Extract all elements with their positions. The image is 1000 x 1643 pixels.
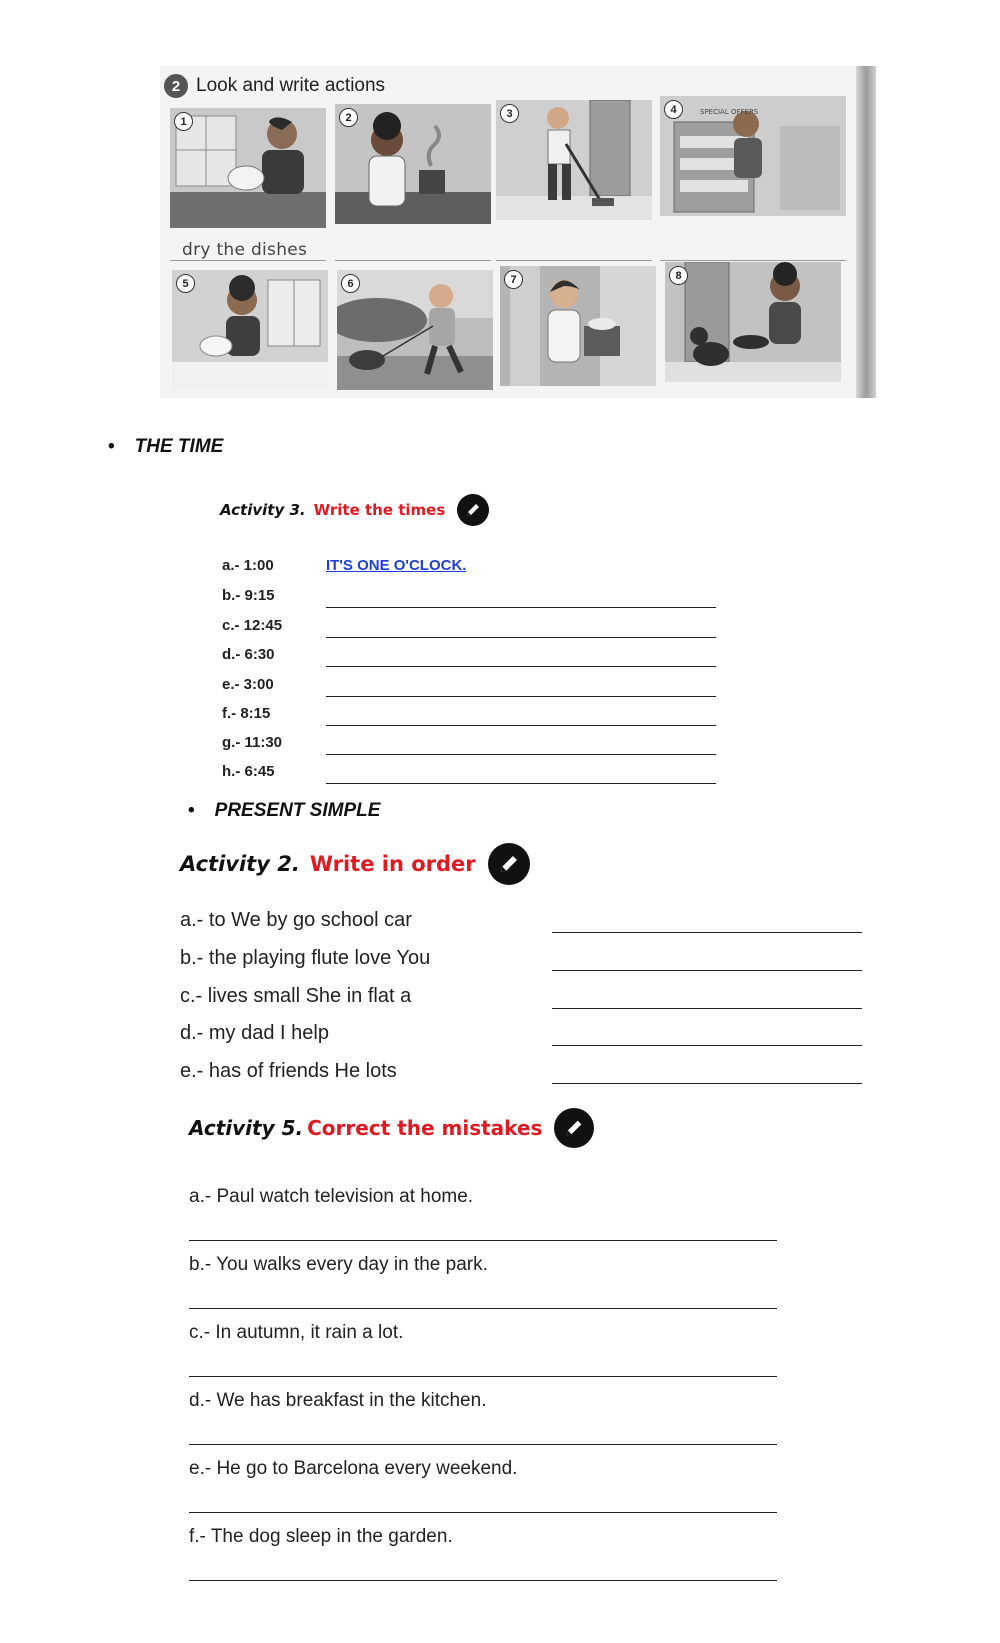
picture-exercise — [160, 66, 876, 398]
picture-panel-7 — [500, 266, 656, 386]
time-question: g.- 11:30 — [222, 734, 283, 751]
incorrect-sentence: b.- You walks every day in the park. — [189, 1254, 488, 1275]
answer-line[interactable] — [552, 970, 862, 971]
activity-title: Write the times — [313, 501, 446, 519]
exercise-heading — [164, 74, 385, 98]
girl-cooking-illustration — [335, 104, 491, 224]
boy-making-bed-illustration — [172, 270, 328, 390]
incorrect-sentence: a.- Paul watch television at home. — [189, 1186, 474, 1207]
answer-line[interactable] — [552, 1045, 862, 1046]
answer-line-4 — [660, 260, 846, 261]
answer-line[interactable] — [189, 1444, 777, 1445]
activity-2-heading — [180, 843, 530, 885]
exercise-title: Look and write actions — [196, 75, 386, 96]
answer-line[interactable] — [326, 783, 716, 784]
panel-number: 2 — [339, 108, 358, 127]
panel-number: 7 — [504, 270, 523, 289]
picture-panel-3 — [496, 100, 652, 220]
panel-number: 5 — [176, 274, 195, 293]
scrambled-sentence: b.- the playing flute love You — [180, 947, 431, 969]
sample-answer: dry the dishes — [182, 240, 308, 260]
scrambled-sentence: c.- lives small She in flat a — [180, 985, 412, 1007]
incorrect-sentence: c.- In autumn, it rain a lot. — [189, 1322, 404, 1343]
scrambled-sentence: d.- my dad I help — [180, 1022, 329, 1044]
answer-line[interactable] — [552, 1083, 862, 1084]
answer-line[interactable] — [552, 1008, 862, 1009]
girl-washing-up-illustration — [500, 266, 656, 386]
answer-line[interactable] — [326, 637, 716, 638]
time-question: e.- 3:00 — [222, 676, 274, 693]
answer-line[interactable] — [326, 725, 716, 726]
incorrect-sentence: e.- He go to Barcelona every weekend. — [189, 1458, 518, 1479]
time-item — [222, 734, 722, 760]
panel-number: 8 — [669, 266, 688, 285]
pencil-icon — [457, 494, 489, 526]
panel-number: 1 — [174, 112, 193, 131]
answer-line[interactable] — [326, 607, 716, 608]
picture-panel-8 — [665, 262, 841, 382]
shop-sign-text: SPECIAL OFFERS — [700, 108, 759, 116]
time-question: d.- 6:30 — [222, 646, 275, 663]
answer-line-3 — [496, 260, 652, 261]
picture-panel-4 — [660, 96, 846, 216]
activity-label: Activity 3. — [220, 501, 306, 519]
answer-line[interactable] — [189, 1512, 777, 1513]
answer-line[interactable] — [189, 1308, 777, 1309]
pencil-icon — [488, 843, 530, 885]
pencil-icon — [554, 1108, 594, 1148]
picture-panel-6 — [337, 270, 493, 390]
scrambled-sentence: a.- to We by go school car — [180, 909, 412, 931]
answer-line[interactable] — [326, 696, 716, 697]
answer-line[interactable] — [326, 754, 716, 755]
answer-line[interactable] — [326, 666, 716, 667]
boy-drying-dishes-illustration — [170, 108, 326, 228]
activity-label: Activity 2. — [180, 852, 300, 876]
time-question: h.- 6:45 — [222, 763, 275, 780]
boy-feeding-dog-illustration — [665, 262, 841, 382]
time-item — [222, 705, 722, 731]
exercise-number-badge: 2 — [164, 74, 188, 98]
activity-5-heading — [189, 1108, 594, 1148]
picture-panel-2 — [335, 104, 491, 224]
answer-line[interactable] — [189, 1580, 777, 1581]
panel-number: 4 — [664, 100, 683, 119]
time-question: c.- 12:45 — [222, 617, 283, 634]
answer-line[interactable] — [189, 1376, 777, 1377]
panel-number: 6 — [341, 274, 360, 293]
activity-title: Correct the mistakes — [307, 1116, 543, 1140]
answer-line[interactable] — [552, 932, 862, 933]
order-item — [180, 909, 870, 939]
time-item — [222, 617, 722, 643]
time-question: f.- 8:15 — [222, 705, 271, 722]
time-example-answer: IT'S ONE O'CLOCK. — [326, 557, 467, 574]
order-item — [180, 1022, 870, 1052]
incorrect-sentence: d.- We has breakfast in the kitchen. — [189, 1390, 487, 1411]
boy-sweeping-illustration — [496, 100, 652, 220]
picture-panel-5 — [172, 270, 328, 390]
time-question: a.- 1:00 — [222, 557, 274, 574]
section-heading-present-simple: • PRESENT SIMPLE — [188, 800, 380, 822]
time-item — [222, 646, 722, 672]
book-spine-shadow — [856, 66, 876, 398]
time-item — [222, 676, 722, 702]
scrambled-sentence: e.- has of friends He lots — [180, 1060, 397, 1082]
answer-line[interactable] — [189, 1240, 777, 1241]
woman-in-shop-illustration — [660, 96, 846, 216]
order-item — [180, 985, 870, 1015]
girl-walking-dog-illustration — [337, 270, 493, 390]
incorrect-sentence: f.- The dog sleep in the garden. — [189, 1526, 453, 1547]
order-item — [180, 947, 870, 977]
time-item — [222, 557, 722, 583]
activity-label: Activity 5. — [189, 1116, 304, 1140]
time-item — [222, 763, 722, 789]
answer-line-2 — [335, 260, 491, 261]
order-item — [180, 1060, 870, 1090]
activity-title: Write in order — [309, 852, 476, 876]
panel-number: 3 — [500, 104, 519, 123]
picture-panel-1 — [170, 108, 326, 228]
time-question: b.- 9:15 — [222, 587, 275, 604]
activity-3-heading — [220, 494, 489, 526]
answer-line-1 — [170, 260, 326, 261]
time-item — [222, 587, 722, 613]
section-heading-time: • THE TIME — [108, 436, 223, 458]
